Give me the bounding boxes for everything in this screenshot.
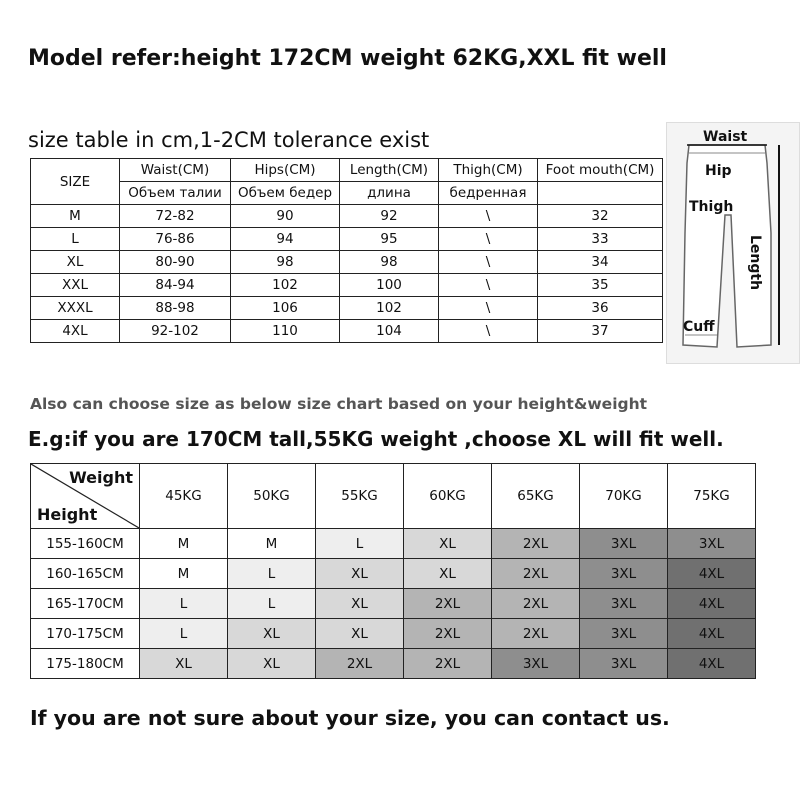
measurement-cell: \ — [439, 205, 538, 228]
diagram-thigh-label: Thigh — [689, 199, 734, 215]
size-column-header-ru: бедренная — [439, 182, 538, 205]
measurement-cell: 102 — [340, 297, 439, 320]
size-label-cell: XL — [31, 251, 120, 274]
measurement-cell: 88-98 — [120, 297, 231, 320]
contact-note: If you are not sure about your size, you can contact us. — [30, 706, 670, 730]
size-table-caption: size table in cm,1-2CM tolerance exist — [28, 128, 430, 152]
table-row — [31, 589, 756, 619]
size-header-cell: SIZE — [31, 159, 120, 205]
size-label-cell: XXL — [31, 274, 120, 297]
weight-column-header: 50KG — [228, 464, 316, 529]
size-column-header: Thigh(CM) — [439, 159, 538, 182]
height-range-cell: 160-165CM — [31, 559, 140, 589]
measurement-cell: \ — [439, 251, 538, 274]
recommended-size-cell: 4XL — [668, 649, 756, 679]
measurement-cell: \ — [439, 320, 538, 343]
diagram-cuff-label: Cuff — [683, 319, 715, 335]
table-row — [31, 320, 663, 343]
recommended-size-cell: 3XL — [492, 649, 580, 679]
measurement-cell: \ — [439, 274, 538, 297]
size-label-cell: 4XL — [31, 320, 120, 343]
measurement-cell: 34 — [538, 251, 663, 274]
table-row — [31, 251, 663, 274]
recommended-size-cell: 2XL — [492, 589, 580, 619]
recommended-size-cell: 4XL — [668, 589, 756, 619]
table-row — [31, 619, 756, 649]
weight-column-header: 60KG — [404, 464, 492, 529]
weight-column-header: 75KG — [668, 464, 756, 529]
recommended-size-cell: 2XL — [404, 619, 492, 649]
recommended-size-cell: XL — [228, 619, 316, 649]
recommended-size-cell: 3XL — [580, 559, 668, 589]
measurement-cell: 80-90 — [120, 251, 231, 274]
weight-axis-label: Weight — [69, 468, 133, 487]
measurement-cell: 92 — [340, 205, 439, 228]
weight-height-corner-cell — [31, 464, 140, 529]
recommended-size-cell: L — [228, 559, 316, 589]
size-label-cell: XXXL — [31, 297, 120, 320]
recommended-size-cell: XL — [316, 619, 404, 649]
size-column-header-ru: длина — [340, 182, 439, 205]
measurement-cell: 33 — [538, 228, 663, 251]
height-range-cell: 165-170CM — [31, 589, 140, 619]
size-column-header: Hips(CM) — [231, 159, 340, 182]
measurement-cell: 98 — [340, 251, 439, 274]
table-row — [31, 205, 663, 228]
recommended-size-cell: M — [140, 559, 228, 589]
measurement-cell: 84-94 — [120, 274, 231, 297]
recommended-size-cell: XL — [316, 559, 404, 589]
table-row — [31, 228, 663, 251]
recommended-size-cell: 3XL — [668, 529, 756, 559]
weight-column-header: 55KG — [316, 464, 404, 529]
recommended-size-cell: 2XL — [492, 559, 580, 589]
size-label-cell: M — [31, 205, 120, 228]
measurement-cell: 36 — [538, 297, 663, 320]
table-row — [31, 297, 663, 320]
measurement-cell: 37 — [538, 320, 663, 343]
measurement-cell: 32 — [538, 205, 663, 228]
measurement-cell: 102 — [231, 274, 340, 297]
size-label-cell: L — [31, 228, 120, 251]
recommended-size-cell: 3XL — [580, 529, 668, 559]
measurement-cell: 95 — [340, 228, 439, 251]
measurement-cell: 110 — [231, 320, 340, 343]
measurement-cell: 76-86 — [120, 228, 231, 251]
recommended-size-cell: 4XL — [668, 559, 756, 589]
recommended-size-cell: 3XL — [580, 649, 668, 679]
diagram-waist-label: Waist — [703, 129, 748, 145]
recommended-size-cell: M — [228, 529, 316, 559]
table-row — [31, 559, 756, 589]
recommended-size-cell: XL — [316, 589, 404, 619]
height-weight-table — [30, 463, 756, 679]
recommended-size-cell: 3XL — [580, 589, 668, 619]
recommended-size-cell: XL — [404, 559, 492, 589]
recommended-size-cell: 2XL — [404, 589, 492, 619]
pants-measurement-diagram — [666, 122, 800, 364]
recommended-size-cell: XL — [140, 649, 228, 679]
height-range-cell: 175-180CM — [31, 649, 140, 679]
recommended-size-cell: 2XL — [492, 619, 580, 649]
measurement-cell: 104 — [340, 320, 439, 343]
recommended-size-cell: XL — [404, 529, 492, 559]
recommended-size-cell: 4XL — [668, 619, 756, 649]
measurement-cell: 72-82 — [120, 205, 231, 228]
table-row — [31, 274, 663, 297]
recommended-size-cell: 2XL — [404, 649, 492, 679]
height-axis-label: Height — [37, 505, 98, 524]
measurement-cell: 98 — [231, 251, 340, 274]
measurement-cell: 92-102 — [120, 320, 231, 343]
model-reference-note: Model refer:height 172CM weight 62KG,XXL fit well — [28, 46, 667, 71]
recommended-size-cell: L — [140, 619, 228, 649]
recommended-size-cell: XL — [228, 649, 316, 679]
size-column-header-ru: Объем бедер — [231, 182, 340, 205]
measurement-cell: 94 — [231, 228, 340, 251]
recommended-size-cell: M — [140, 529, 228, 559]
size-column-header: Waist(CM) — [120, 159, 231, 182]
size-column-header-ru — [538, 182, 663, 205]
height-range-cell: 170-175CM — [31, 619, 140, 649]
measurement-cell: 35 — [538, 274, 663, 297]
table-row — [31, 529, 756, 559]
example-note: E.g:if you are 170CM tall,55KG weight ,choose XL will fit well. — [28, 427, 724, 451]
recommended-size-cell: L — [228, 589, 316, 619]
height-range-cell: 155-160CM — [31, 529, 140, 559]
weight-column-header: 45KG — [140, 464, 228, 529]
recommended-size-cell: L — [316, 529, 404, 559]
size-column-header-ru: Объем талии — [120, 182, 231, 205]
diagram-hip-label: Hip — [705, 163, 732, 179]
measurement-cell: 100 — [340, 274, 439, 297]
weight-column-header: 70KG — [580, 464, 668, 529]
measurement-cell: \ — [439, 297, 538, 320]
measurement-cell: 90 — [231, 205, 340, 228]
recommended-size-cell: 2XL — [492, 529, 580, 559]
recommended-size-cell: 2XL — [316, 649, 404, 679]
diagram-length-label: Length — [747, 235, 763, 291]
size-table — [30, 158, 663, 343]
size-column-header: Length(CM) — [340, 159, 439, 182]
height-weight-note: Also can choose size as below size chart based on your height&weight — [30, 395, 648, 413]
size-column-header: Foot mouth(CM) — [538, 159, 663, 182]
weight-column-header: 65KG — [492, 464, 580, 529]
table-row — [31, 649, 756, 679]
measurement-cell: 106 — [231, 297, 340, 320]
measurement-cell: \ — [439, 228, 538, 251]
recommended-size-cell: 3XL — [580, 619, 668, 649]
recommended-size-cell: L — [140, 589, 228, 619]
